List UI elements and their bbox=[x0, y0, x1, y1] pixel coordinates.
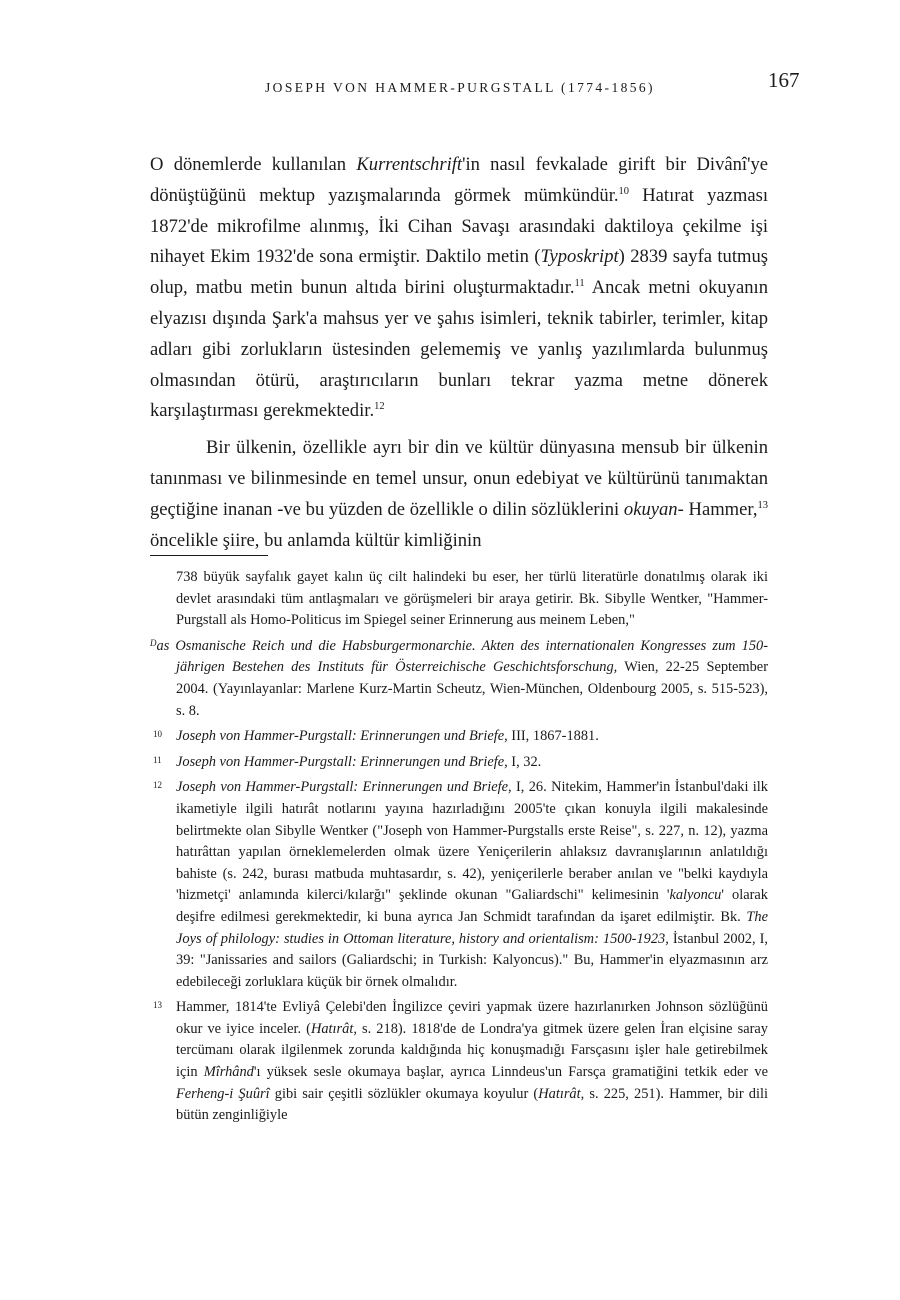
paragraph-2: Bir ülkenin, özellikle ayrı bir din ve kültür dünyasına mensub bir ülkenin tanınması ve bilinmesinde en temel unsur, onun edebiyat ve kültürünü tanımaktan geçtiğine inanan -ve bu yüzden de özellikle o dilin sözlüklerini okuyan- Hammer,$^{13}$ öncelikle şiire, bu anlamda kültür kimliğinin bbox=[150, 437, 768, 551]
footnotes bbox=[150, 567, 768, 1131]
main-text bbox=[150, 150, 768, 556]
footnote-ref-10[interactable]: 10 bbox=[618, 185, 630, 197]
footnote-ref-11[interactable]: 11 bbox=[574, 278, 585, 290]
page-number: 167 bbox=[768, 68, 800, 92]
footnote-number: 13 bbox=[153, 1000, 162, 1011]
footnote-number: 11 bbox=[153, 754, 162, 765]
footnote-10: 10 Joseph von Hammer-Purgstall: Erinnerungen und Briefe, III, 1867-1881. bbox=[153, 728, 599, 745]
footnote-11: 11 Joseph von Hammer-Purgstall: Erinnerungen und Briefe, I, 32. bbox=[153, 753, 542, 770]
footnote-rule bbox=[150, 555, 268, 556]
footnote-12: 12 Joseph von Hammer-Purgstall: Erinnerungen und Briefe, I, 26. Nitekim, Hammer'in İstanbul'daki ilk ikametiyle ilgili hatırât notlarını yayına hazırladığını 2005'te çıkan konuyla ilgili makalesinde belirtmekte olan Sibylle Wentker ("Joseph von Hammer-Purgstalls erste Reise", s. 227, n. 12), yazma hatırâttan yapılan örneklemelerden olmak üzere Yeniçerilerin ahlaksız davranışlarının anlatıldığı bahiste (s. 242, burası matbuda muhtasardır, s. 42), yeniçerilerle beraber anılan ve "belki kaydıyla 'hizmetçi' anlamında kilerci/kılarğı" şeklinde okunan "Galiardschi" kelimesinin 'kalyoncu' olarak deşifre edilmesi gerekmektedir, ki buna ayrıca Jan Schmidt tarafından da işaret edilmiştir. Bk. The Joys of philology: studies in Ottoman literature, history and orientalism: 1500-1923, İstanbul 2002, I, 39: "Janissaries and sailors (Galiardschi; in Turkish: Kalyoncus)." Bu, Hammer'in elyazmasının arz edebileceği zorluklara küçük bir örnek olmalıdır. bbox=[153, 779, 769, 990]
footnote-continuation-2: $^D$as Osmanische Reich und die Habsburgermonarchie. Akten des internationalen Kongresses zum 150-jährigen Bestehen des Instituts für Österreichische Geschichtsforschung, Wien, 22-25 September 2004. (Yayınlayanlar: Marlene Kurz-Martin Scheutz, Wien-München, Oldenbourg 2005, s. 515-523), s. 8. bbox=[150, 637, 768, 719]
footnote-ref-13[interactable]: 13 bbox=[757, 499, 768, 511]
footnote-13: 13 Hammer, 1814'te Evliyâ Çelebi'den İngilizce çeviri yapmak üzere hazırlanırken Johnson sözlüğünü okur ve iyice inceler. (Hatırât, s. 218). 1818'de de Londra'ya gitmek üzere gelen İran elçisine saray tercümanı olarak ilgilenmek zorunda kaldığında hiç konuşmadığı Farsçasını işler hale getirebilmek için Mîrhând'ı yüksek sesle okumaya başlar, ayrıca Linndeus'un Farsça gramatiğini tetkik eder ve Ferheng-i Şuûrî gibi sair çeşitli sözlükler okumaya koyulur (Hatırât, s. 225, 251). Hammer, bir dili bütün zenginliğiyle bbox=[153, 999, 768, 1124]
footnote-number: 12 bbox=[153, 780, 162, 791]
footnote-number: 10 bbox=[153, 729, 162, 740]
footnote-ref-12[interactable]: 12 bbox=[374, 401, 385, 413]
footnote-continuation: 738 büyük sayfalık gayet kalın üç cilt halindeki bu eser, her türlü literatürle donatılmış olarak iki devlet arasındaki tüm antlaşmaları ve görüşmeleri bir araya getirir. Bk. Sibylle Wentker, "Hammer-Purgstall als Homo-Politicus im Spiegel seiner Erinnerung aus meinem Leben," bbox=[176, 569, 768, 629]
paragraph-1: O dönemlerde kullanılan Kurrentschrift'in nasıl fevkalade girift bir Divânî'ye dönüştüğünü mektup yazışmalarında görmek mümkündür.$^{10}$ Hatırat yazması 1872'de mikrofilme alınmış, İki Cihan Savaşı arasındaki daktiloya çekilme işi nihayet Ekim 1932'de sona ermiştir. Daktilo metin (Typoskript) 2839 sayfa tutmuş olup, matbu metin bunun altıda birini oluşturmaktadır.$^{11}$ Ancak metni okuyanın elyazısı dışında Şark'a mahsus yer ve şahıs isimleri, teknik tabirler, terimler, kitap adları gibi zorlukların üstesinden gelememiş ve yanlış yazılımlarda bulunmuş olmasından ötürü, araştırıcıların bunları tekrar yazma metne dönerek karşılaştırması gerekmektedir.$^{12}$ bbox=[150, 154, 768, 422]
running-head: JOSEPH VON HAMMER-PURGSTALL (1774-1856) bbox=[265, 80, 655, 95]
